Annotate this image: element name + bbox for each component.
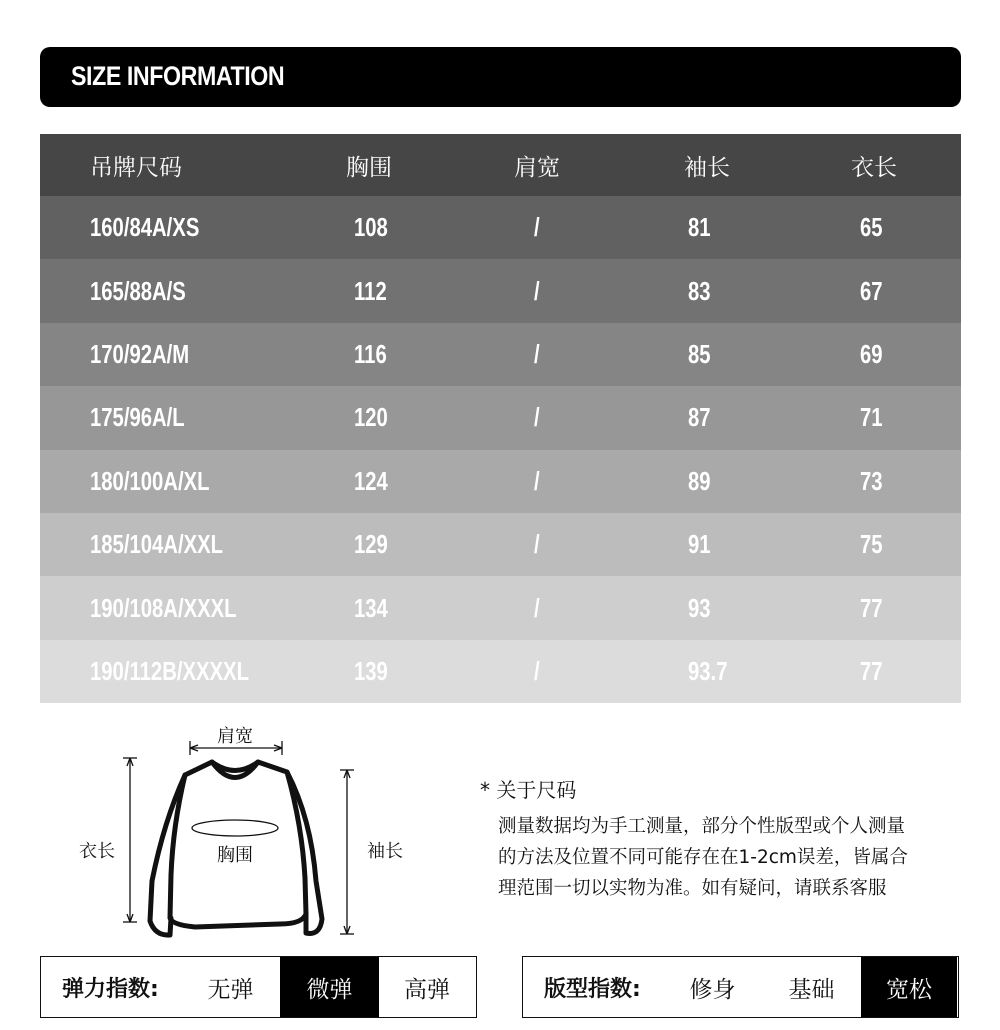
cell-length-text: 73 [860, 465, 883, 496]
cell-size [90, 323, 217, 386]
cell-sleeve [688, 640, 739, 703]
table-row [40, 259, 961, 322]
elasticity-label: 弹力指数: [62, 976, 159, 1002]
cell-shoulder [534, 323, 541, 386]
sleeve-label: 袖长 [367, 841, 403, 862]
col-header-chest: 胸围 [346, 154, 392, 181]
cell-chest [354, 513, 397, 576]
table-row [40, 386, 961, 449]
elasticity-option-slight: 微弹 [280, 957, 379, 1017]
cell-length-text: 71 [860, 402, 883, 433]
cell-sleeve [688, 386, 717, 449]
measurement-diagram [60, 715, 480, 945]
cell-chest [354, 386, 397, 449]
cell-sleeve-text: 93 [688, 592, 711, 623]
cell-chest [354, 450, 397, 513]
cell-chest [354, 640, 397, 703]
table-row [40, 513, 961, 576]
cell-length [860, 576, 889, 639]
cell-size-text: 165/88A/S [90, 275, 186, 306]
cell-size-text: 160/84A/XS [90, 212, 200, 243]
cell-sleeve-text: 89 [688, 465, 711, 496]
cell-size-text: 180/100A/XL [90, 465, 210, 496]
cell-chest-text: 129 [354, 529, 388, 560]
cell-shoulder-text: / [534, 529, 540, 560]
fit-label: 版型指数: [544, 976, 641, 1002]
cell-chest-text: 120 [354, 402, 388, 433]
cell-sleeve-text: 83 [688, 275, 711, 306]
cell-shoulder-text: / [534, 465, 540, 496]
col-header-sleeve: 袖长 [684, 154, 730, 181]
cell-length [860, 513, 889, 576]
elasticity-option-none: 无弹 [207, 976, 254, 1003]
col-header-length: 衣长 [851, 154, 897, 181]
cell-chest-text: 124 [354, 465, 388, 496]
table-row [40, 196, 961, 259]
size-note-body [480, 811, 960, 904]
fit-index [522, 956, 959, 1018]
cell-sleeve-text: 81 [688, 212, 711, 243]
cell-chest-text: 116 [354, 338, 387, 369]
cell-sleeve [688, 323, 717, 386]
cell-length-text: 67 [860, 275, 883, 306]
fit-option-slim: 修身 [689, 976, 736, 1003]
chest-label: 胸围 [217, 845, 253, 866]
size-table [40, 134, 961, 703]
cell-length-text: 65 [860, 212, 883, 243]
cell-chest-text: 139 [354, 655, 388, 686]
cell-size [90, 259, 213, 322]
cell-length [860, 386, 889, 449]
cell-size-text: 175/96A/L [90, 402, 185, 433]
cell-chest [354, 259, 396, 322]
cell-shoulder [534, 576, 541, 639]
cell-sleeve [688, 513, 717, 576]
cell-sleeve-text: 85 [688, 338, 711, 369]
col-header-shoulder: 肩宽 [514, 154, 560, 181]
cell-length [860, 196, 889, 259]
cell-shoulder-text: / [534, 592, 540, 623]
cell-chest-text: 108 [354, 212, 388, 243]
cell-length [860, 323, 889, 386]
table-row [40, 576, 961, 639]
size-info-title: SIZE INFORMATION [71, 61, 285, 91]
cell-size-text: 185/104A/XXL [90, 529, 224, 560]
cell-shoulder-text: / [534, 338, 540, 369]
cell-shoulder-text: / [534, 655, 540, 686]
cell-shoulder [534, 513, 541, 576]
size-note-line: 的方法及位置不同可能存在在1-2cm误差，皆属合 [498, 847, 908, 868]
cell-sleeve [688, 259, 717, 322]
table-row [40, 450, 961, 513]
cell-size-text: 190/108A/XXXL [90, 592, 237, 623]
cell-shoulder [534, 450, 541, 513]
cell-shoulder-text: / [534, 402, 540, 433]
cell-chest [354, 576, 397, 639]
cell-chest [354, 196, 397, 259]
cell-size [90, 450, 243, 513]
size-info-header [40, 47, 961, 107]
shoulder-width-label: 肩宽 [217, 726, 253, 747]
size-note-line: 测量数据均为手工测量，部分个性版型或个人测量 [498, 816, 906, 837]
fit-option-regular: 基础 [788, 976, 835, 1003]
size-note-title: * 关于尺码 [480, 778, 577, 802]
size-table-header [40, 134, 961, 196]
cell-length-text: 75 [860, 529, 883, 560]
cell-shoulder [534, 196, 541, 259]
size-table-body [40, 196, 961, 703]
sweater-outline-icon [60, 715, 480, 945]
cell-sleeve-text: 93.7 [688, 655, 728, 686]
cell-length-text: 69 [860, 338, 883, 369]
cell-sleeve-text: 87 [688, 402, 711, 433]
cell-length-text: 77 [860, 655, 883, 686]
cell-sleeve [688, 576, 717, 639]
cell-size [90, 513, 261, 576]
cell-length-text: 77 [860, 592, 883, 623]
col-header-size: 吊牌尺码 [90, 154, 182, 181]
cell-chest-text: 112 [354, 275, 387, 306]
size-note-line: 理范围一切以实物为准。如有疑问，请联系客服 [498, 878, 887, 899]
cell-sleeve [688, 450, 717, 513]
cell-sleeve [688, 196, 717, 259]
cell-length [860, 259, 889, 322]
cell-shoulder-text: / [534, 212, 540, 243]
table-row [40, 323, 961, 386]
cell-shoulder [534, 640, 541, 703]
cell-shoulder [534, 386, 541, 449]
cell-size-text: 190/112B/XXXXL [90, 655, 249, 686]
size-note [480, 774, 960, 904]
cell-shoulder [534, 259, 541, 322]
elasticity-index [40, 956, 477, 1018]
length-label: 衣长 [79, 841, 115, 862]
cell-size-text: 170/92A/M [90, 338, 190, 369]
cell-sleeve-text: 91 [688, 529, 711, 560]
cell-size [90, 386, 211, 449]
cell-chest [354, 323, 396, 386]
cell-size [90, 576, 278, 639]
cell-size [90, 640, 294, 703]
elasticity-option-high: 高弹 [404, 976, 450, 1003]
cell-length [860, 640, 889, 703]
cell-length [860, 450, 889, 513]
cell-chest-text: 134 [354, 592, 388, 623]
fit-option-loose: 宽松 [861, 957, 957, 1017]
table-row [40, 640, 961, 703]
cell-size [90, 196, 230, 259]
cell-shoulder-text: / [534, 275, 540, 306]
